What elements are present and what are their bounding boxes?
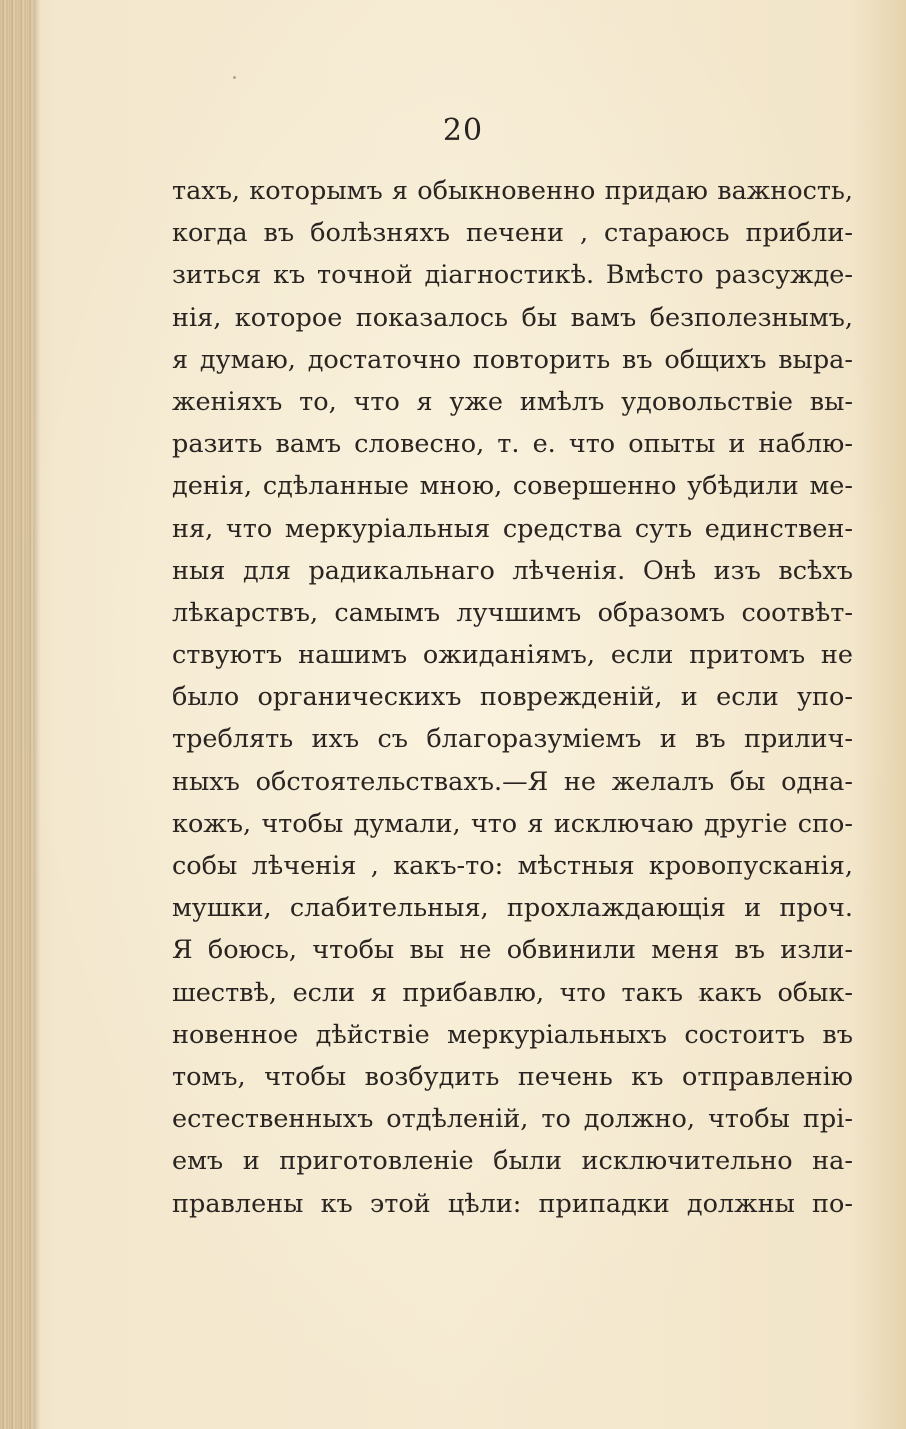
text-line: нiя, которое показалось бы вамъ безполезнымъ, [172,302,853,333]
text-line: шествѣ, если я прибавлю, что такъ какъ обык- [172,977,853,1008]
text-line: я думаю, достаточно повторить въ общихъ выра- [172,344,853,375]
text-line: собы лѣченiя , какъ-то: мѣстныя кровопусканiя, [172,851,853,881]
page-binding-edge [0,0,34,1429]
text-line: Я боюсь, чтобы вы не обвинили меня въ изли- [172,935,853,966]
text-line: тахъ, которымъ я обыкновенно придаю важность, [172,176,853,206]
text-line: зиться къ точной дiагностикѣ. Вмѣсто разсужде- [172,260,853,291]
text-line: разить вамъ словесно, т. е. что опыты и наблю- [172,429,853,460]
text-line: кожъ, чтобы думали, что я исключаю другiе спо- [172,808,853,839]
text-line: женiяхъ то, что я уже имѣлъ удовольствiе вы- [172,386,853,417]
paper-speck [233,76,236,79]
text-line: мушки, слабительныя, прохлаждающiя и проч. [172,893,853,924]
text-line: ня, что меркурiальныя средства суть единствен- [172,513,853,544]
page-body-text [172,170,853,1225]
text-line: лѣкарствъ, самымъ лучшимъ образомъ соотвѣт- [172,597,853,628]
text-line: было органическихъ поврежденiй, и если упо- [172,682,853,713]
text-line: денiя, сдѣланные мною, совершенно убѣдили ме- [172,471,853,502]
text-line: ствуютъ нашимъ ожиданiямъ, если притомъ не [172,640,853,671]
text-line: треблять ихъ съ благоразумiемъ и въ прилич- [172,724,853,755]
text-line: правлены къ этой цѣли: припадки должны по- [172,1188,853,1219]
text-line: ныя для радикальнаго лѣченiя. Онѣ изъ всѣхъ [172,555,853,586]
text-line: когда въ болѣзняхъ печени , стараюсь прибли- [172,218,853,249]
text-line: новенное дѣйствiе меркурiальныхъ состоитъ въ [172,1019,853,1050]
page-number: 20 [442,113,484,148]
text-line: томъ, чтобы возбудить печень къ отправленiю [172,1061,853,1092]
text-line: емъ и приготовленiе были исключительно на- [172,1146,853,1177]
text-line: естественныхъ отдѣленiй, то должно, чтобы прi- [172,1104,853,1135]
text-line: ныхъ обстоятельствахъ.—Я не желалъ бы одна- [172,766,853,797]
